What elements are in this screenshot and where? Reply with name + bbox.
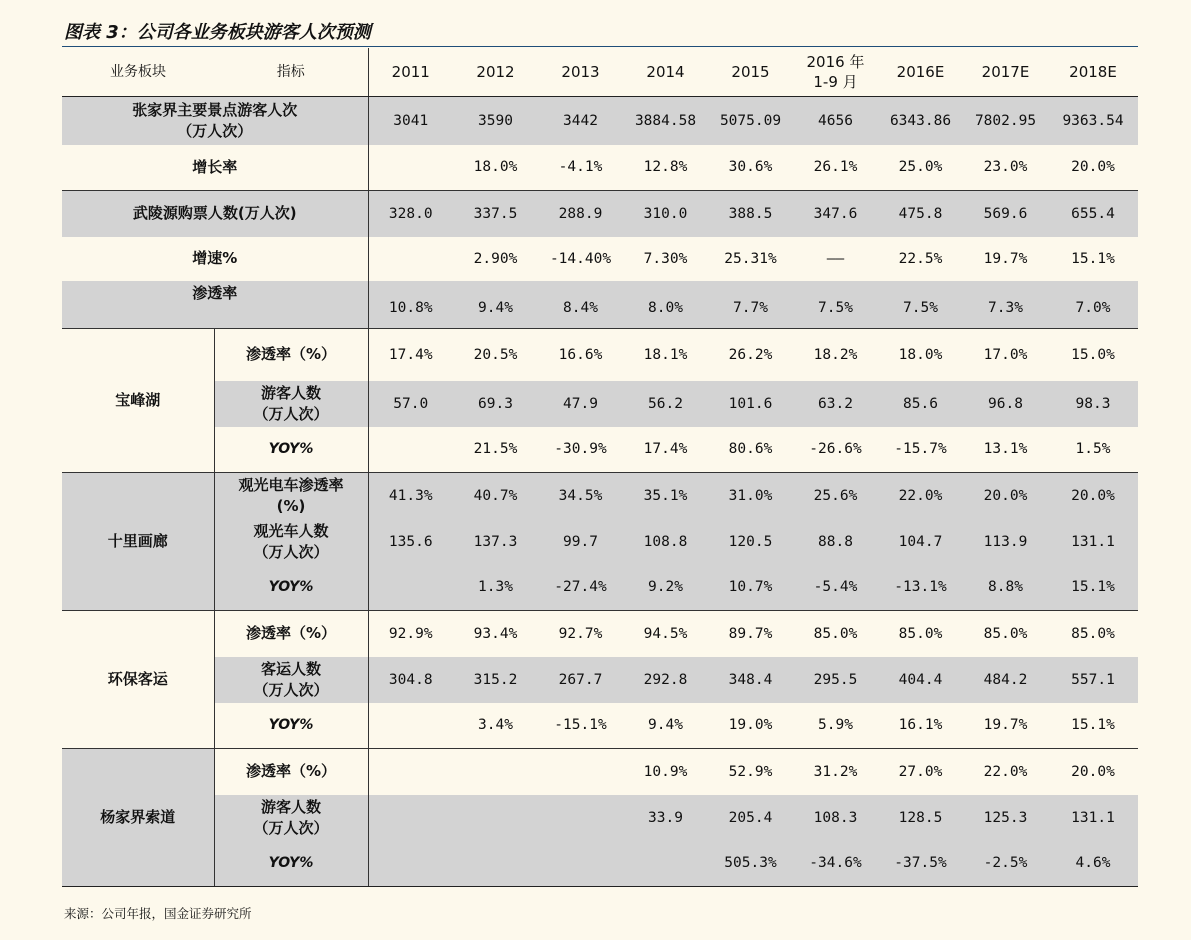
- row-value: 31.2%: [813, 763, 858, 780]
- row-value: [538, 749, 623, 795]
- row-value: [368, 841, 453, 887]
- row-value: -26.6%: [793, 427, 878, 473]
- row-value: 21.5%: [453, 427, 538, 473]
- row-value: [623, 841, 708, 887]
- row-label: 增长率: [62, 145, 368, 191]
- row-value: [368, 795, 453, 841]
- group-label: 宝峰湖: [62, 329, 214, 473]
- row-value: 5075.09: [719, 112, 782, 129]
- table-row: [62, 329, 1138, 381]
- row-value: 56.2: [623, 381, 708, 427]
- row-value: -14.40%: [549, 250, 612, 267]
- table-row: [62, 749, 1138, 795]
- row-value: 8.0%: [623, 281, 708, 329]
- row-value: -34.6%: [793, 841, 878, 887]
- table-row: [62, 281, 1138, 329]
- row-value: 5.9%: [793, 703, 878, 749]
- row-label: 渗透率: [62, 281, 368, 329]
- row-value: 80.6%: [708, 427, 793, 473]
- row-value: 69.3: [453, 381, 538, 427]
- row-value: 40.7%: [453, 473, 538, 519]
- header-year: 2015: [708, 48, 793, 97]
- figure-title: 图表 3：公司各业务板块游客人次预测: [64, 22, 371, 43]
- row-value: 92.9%: [388, 625, 433, 642]
- row-value: 19.0%: [708, 703, 793, 749]
- table-row: [62, 427, 1138, 473]
- header-year: 2018E: [1048, 48, 1138, 97]
- row-value: 205.4: [708, 795, 793, 841]
- row-value: [368, 145, 453, 191]
- row-value: -15.7%: [878, 427, 963, 473]
- row-value: 20.5%: [473, 346, 518, 363]
- row-value: 8.4%: [538, 281, 623, 329]
- source-note: 来源：公司年报，国金证券研究所: [64, 906, 252, 921]
- header-year: 2017E: [963, 48, 1048, 97]
- row-value: 113.9: [963, 519, 1048, 565]
- row-value: 17.0%: [983, 346, 1028, 363]
- row-value: 7.3%: [963, 281, 1048, 329]
- row-value: 3590: [478, 112, 513, 129]
- row-value: 337.5: [473, 205, 518, 222]
- row-value: 404.4: [878, 657, 963, 703]
- table-row: [62, 703, 1138, 749]
- row-value: 25.31%: [724, 250, 777, 267]
- row-value: 137.3: [453, 519, 538, 565]
- row-value: 475.8: [898, 205, 943, 222]
- row-value: 63.2: [793, 381, 878, 427]
- row-label: 增速%: [62, 237, 368, 281]
- row-value: 3442: [563, 112, 598, 129]
- row-value: 7.0%: [1048, 281, 1138, 329]
- row-label: 渗透率（%）: [214, 329, 368, 381]
- row-value: 27.0%: [898, 763, 943, 780]
- row-value: 3041: [393, 112, 429, 129]
- row-value: 288.9: [558, 205, 603, 222]
- row-value: [368, 427, 453, 473]
- row-value: 25.6%: [793, 473, 878, 519]
- row-value: -30.9%: [538, 427, 623, 473]
- header-segment: 业务板块: [62, 48, 214, 97]
- row-label: 客运人数 （万人次）: [214, 657, 368, 703]
- row-value: 131.1: [1048, 519, 1138, 565]
- row-value: 9.4%: [453, 281, 538, 329]
- row-value: 85.0%: [983, 625, 1028, 642]
- table-row: [62, 381, 1138, 427]
- row-label: 武陵源购票人数(万人次): [62, 191, 368, 237]
- row-value: 108.8: [623, 519, 708, 565]
- row-value: 20.0%: [1048, 145, 1138, 191]
- row-value: 16.1%: [878, 703, 963, 749]
- row-value: 18.2%: [813, 346, 858, 363]
- row-value: 85.0%: [813, 625, 858, 642]
- row-value: 34.5%: [538, 473, 623, 519]
- header-year: 2014: [623, 48, 708, 97]
- group-label: 十里画廊: [62, 473, 214, 611]
- row-value: 18.0%: [898, 346, 943, 363]
- row-value: 347.6: [813, 205, 858, 222]
- row-value: 348.4: [708, 657, 793, 703]
- row-value: 22.0%: [878, 473, 963, 519]
- group-label: 环保客运: [62, 611, 214, 749]
- row-value: [453, 749, 538, 795]
- row-label: 游客人数 （万人次）: [214, 795, 368, 841]
- row-value: 98.3: [1048, 381, 1138, 427]
- row-value: 17.4%: [388, 346, 433, 363]
- row-value: 15.1%: [1071, 250, 1115, 267]
- row-value: -15.1%: [538, 703, 623, 749]
- table-row: [62, 611, 1138, 657]
- row-value: 108.3: [793, 795, 878, 841]
- row-label: 观光车人数 （万人次）: [214, 519, 368, 565]
- row-value: 655.4: [1071, 205, 1115, 222]
- row-value: 94.5%: [643, 625, 688, 642]
- header-year: 2012: [453, 48, 538, 97]
- row-value: 99.7: [538, 519, 623, 565]
- row-label: 渗透率（%）: [214, 611, 368, 657]
- row-value: 315.2: [453, 657, 538, 703]
- header-year: 2013: [538, 48, 623, 97]
- row-value: 30.6%: [708, 145, 793, 191]
- row-value: 135.6: [368, 519, 453, 565]
- row-value: 23.0%: [963, 145, 1048, 191]
- row-value: 295.5: [793, 657, 878, 703]
- row-value: 41.3%: [368, 473, 453, 519]
- row-value: 3.4%: [453, 703, 538, 749]
- row-label: 观光电车渗透率 (%): [214, 473, 368, 519]
- forecast-table: [62, 48, 1138, 887]
- row-value: 7.5%: [878, 281, 963, 329]
- yoy-label: YOY%: [214, 565, 368, 611]
- table-row: [62, 191, 1138, 237]
- row-value: 120.5: [708, 519, 793, 565]
- header-year: 2016 年 1-9 月: [793, 48, 878, 97]
- row-value: 9.4%: [623, 703, 708, 749]
- yoy-label: YOY%: [214, 703, 368, 749]
- yoy-label: YOY%: [214, 427, 368, 473]
- row-value: 15.0%: [1071, 346, 1115, 363]
- table-row: [62, 657, 1138, 703]
- row-value: 1.3%: [453, 565, 538, 611]
- row-value: 18.1%: [643, 346, 688, 363]
- row-value: 13.1%: [963, 427, 1048, 473]
- row-value: 388.5: [728, 205, 773, 222]
- row-value: -2.5%: [963, 841, 1048, 887]
- row-value: 89.7%: [728, 625, 773, 642]
- row-label: 渗透率（%）: [214, 749, 368, 795]
- row-value: 20.0%: [1071, 763, 1115, 780]
- row-value: 101.6: [708, 381, 793, 427]
- header-year: 2016E: [878, 48, 963, 97]
- row-value: 25.0%: [878, 145, 963, 191]
- row-value: 22.0%: [983, 763, 1028, 780]
- row-value: [538, 841, 623, 887]
- row-value: [368, 703, 453, 749]
- row-value: 10.9%: [643, 763, 688, 780]
- row-value: 88.8: [793, 519, 878, 565]
- row-value: [368, 749, 453, 795]
- row-value: 328.0: [388, 205, 433, 222]
- row-value: [368, 565, 453, 611]
- row-value: [453, 841, 538, 887]
- row-value: 33.9: [623, 795, 708, 841]
- row-value: -13.1%: [878, 565, 963, 611]
- row-value: 7.30%: [643, 250, 688, 267]
- row-value: 10.8%: [368, 281, 453, 329]
- row-value: 19.7%: [963, 703, 1048, 749]
- table-body: [62, 48, 1138, 887]
- title-divider: [62, 46, 1138, 47]
- row-value: 8.8%: [963, 565, 1048, 611]
- row-value: 26.1%: [793, 145, 878, 191]
- yoy-label: YOY%: [214, 841, 368, 887]
- row-value: 85.0%: [898, 625, 943, 642]
- row-value: 9.2%: [623, 565, 708, 611]
- row-value: 16.6%: [558, 346, 603, 363]
- group-label: 杨家界索道: [62, 749, 214, 887]
- row-value: 35.1%: [623, 473, 708, 519]
- row-value: 52.9%: [728, 763, 773, 780]
- row-value: 557.1: [1048, 657, 1138, 703]
- row-value: -37.5%: [878, 841, 963, 887]
- row-value: 20.0%: [963, 473, 1048, 519]
- row-value: 47.9: [538, 381, 623, 427]
- row-value: 20.0%: [1048, 473, 1138, 519]
- table-row: [62, 841, 1138, 887]
- row-label: 张家界主要景点游客人次 （万人次）: [62, 97, 368, 145]
- row-label: 游客人数 （万人次）: [214, 381, 368, 427]
- row-value: 304.8: [368, 657, 453, 703]
- row-value: 19.7%: [983, 250, 1028, 267]
- row-value: 93.4%: [473, 625, 518, 642]
- row-value: 12.8%: [623, 145, 708, 191]
- row-value: 4.6%: [1048, 841, 1138, 887]
- table-row: [62, 145, 1138, 191]
- row-value: -4.1%: [538, 145, 623, 191]
- table-row: [62, 519, 1138, 565]
- row-value: 125.3: [963, 795, 1048, 841]
- row-value: 310.0: [643, 205, 688, 222]
- row-value: 10.7%: [708, 565, 793, 611]
- row-value: ——: [826, 250, 845, 267]
- row-value: 569.6: [983, 205, 1028, 222]
- table-header-row: [62, 48, 1138, 97]
- row-value: 22.5%: [898, 250, 943, 267]
- row-value: -27.4%: [538, 565, 623, 611]
- row-value: 505.3%: [708, 841, 793, 887]
- row-value: [538, 795, 623, 841]
- table-row: [62, 565, 1138, 611]
- row-value: -5.4%: [793, 565, 878, 611]
- row-value: 1.5%: [1048, 427, 1138, 473]
- row-value: 104.7: [878, 519, 963, 565]
- row-value: 17.4%: [623, 427, 708, 473]
- row-value: 267.7: [538, 657, 623, 703]
- row-value: 2.90%: [473, 250, 518, 267]
- row-value: 7802.95: [974, 112, 1037, 129]
- row-value: 96.8: [963, 381, 1048, 427]
- row-value: 15.1%: [1048, 565, 1138, 611]
- row-value: 292.8: [623, 657, 708, 703]
- row-value: 484.2: [963, 657, 1048, 703]
- header-indicator: 指标: [214, 48, 368, 97]
- row-value: 7.5%: [793, 281, 878, 329]
- row-value: 85.0%: [1071, 625, 1115, 642]
- row-value: 9363.54: [1062, 112, 1124, 129]
- table-row: [62, 795, 1138, 841]
- row-value: 57.0: [368, 381, 453, 427]
- row-value: 3884.58: [634, 112, 697, 129]
- row-value: 7.7%: [708, 281, 793, 329]
- row-value: 6343.86: [889, 112, 952, 129]
- row-value: 15.1%: [1048, 703, 1138, 749]
- table-row: [62, 97, 1138, 145]
- row-value: 92.7%: [558, 625, 603, 642]
- table-row: [62, 473, 1138, 519]
- row-value: 85.6: [878, 381, 963, 427]
- row-value: [368, 237, 453, 281]
- row-value: 4656: [818, 112, 853, 129]
- row-value: 31.0%: [708, 473, 793, 519]
- row-value: 131.1: [1048, 795, 1138, 841]
- table-row: [62, 237, 1138, 281]
- row-value: 26.2%: [728, 346, 773, 363]
- row-value: 18.0%: [453, 145, 538, 191]
- header-year: 2011: [368, 48, 453, 97]
- row-value: [453, 795, 538, 841]
- row-value: 128.5: [878, 795, 963, 841]
